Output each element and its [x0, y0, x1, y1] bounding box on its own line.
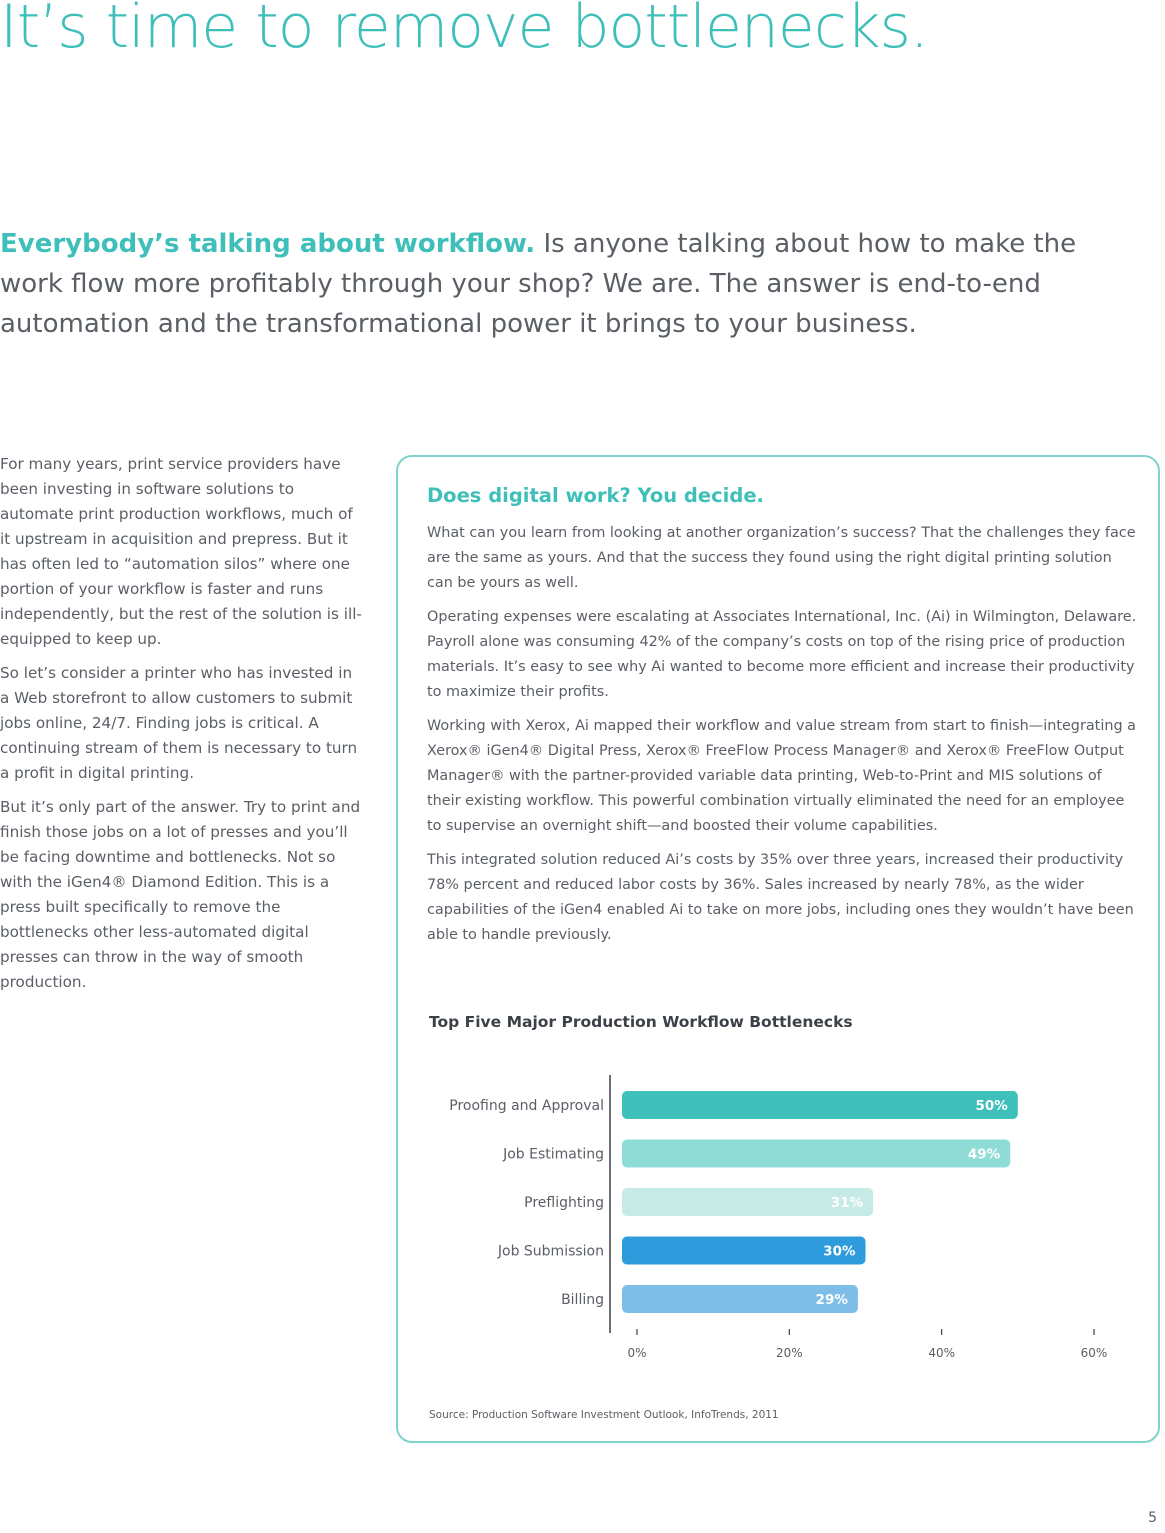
left-column — [0, 452, 366, 1004]
callout-paragraph-4: This integrated solution reduced Ai’s costs by 35% over three years, increased their productivity 78% percent and reduced labor costs by 36%. Sales increased by nearly 78%, as the wider capabilities of the iGen4 enabled Ai to take on more jobs, including ones they wouldn’t have been able to handle previously. — [427, 852, 1134, 943]
page-headline: It’s time to remove bottlenecks. — [0, 0, 928, 62]
chart-source: Source: Production Software Investment Outlook, InfoTrends, 2011 — [429, 1409, 779, 1421]
category-label: Job Estimating — [503, 1146, 604, 1163]
callout-paragraph-2: Operating expenses were escalating at Associates International, Inc. (Ai) in Wilmington, Delaware. Payroll alone was consuming 42% of the company’s costs on top of the rising price of production materials. It’s easy to see why Ai wanted to become more efficient and increase their productivity to maximize their profits. — [427, 609, 1137, 700]
bar — [622, 1140, 1010, 1168]
category-label: Billing — [561, 1292, 604, 1308]
x-tick-label: 0% — [627, 1346, 647, 1357]
callout-title: Does digital work? You decide. — [427, 484, 764, 507]
left-paragraph-2: So let’s consider a printer who has invested in a Web storefront to allow customers to submit jobs online, 24/7. Finding jobs is critical. A continuing stream of them is necessary to turn a profit in digital printing. — [0, 664, 358, 782]
category-label: Proofing and Approval — [449, 1098, 604, 1114]
bar-value-label: 31% — [830, 1195, 864, 1211]
bottlenecks-bar-chart — [398, 1057, 1138, 1357]
category-label: Preflighting — [524, 1195, 604, 1211]
bar — [622, 1091, 1018, 1119]
x-tick-label: 60% — [1080, 1346, 1108, 1357]
callout-paragraph-3: Working with Xerox, Ai mapped their workflow and value stream from start to finish—integrating a Xerox® iGen4® Digital Press, Xerox® FreeFlow Process Manager® and Xerox® FreeFlow Output Manager® with the partner-provided variable data printing, Web-to-Print and MIS solutions of their existing workflow. This powerful combination virtually eliminated the need for an employee to supervise an overnight shift—and boosted their volume capabilities. — [427, 718, 1136, 834]
intro-lead: Everybody’s talking about workflow. — [0, 229, 536, 259]
callout-body — [427, 521, 1139, 957]
callout-paragraph-1: What can you learn from looking at another organization’s success? That the challenges they face are the same as yours. And that the success they found using the right digital printing solution can be yours as well. — [427, 525, 1136, 591]
category-label: Job Submission — [497, 1243, 604, 1260]
bar-value-label: 50% — [975, 1098, 1008, 1114]
x-tick-label: 20% — [775, 1346, 803, 1357]
bar-value-label: 30% — [823, 1243, 856, 1260]
left-paragraph-3: But it’s only part of the answer. Try to print and finish those jobs on a lot of presses and you’ll be facing downtime and bottlenecks. Not so with the iGen4® Diamond Edition. This is a press built specifically to remove the bottlenecks other less-automated digital presses can throw in the way of smooth production. — [0, 798, 361, 991]
chart-title: Top Five Major Production Workflow Bottlenecks — [429, 1013, 853, 1031]
bar-value-label: 49% — [967, 1146, 1001, 1163]
case-study-callout — [396, 455, 1160, 1443]
left-paragraph-1: For many years, print service providers have been investing in software solutions to automate print production workflows, much of it upstream in acquisition and prepress. But it has often led to “automation silos” where one portion of your workflow is faster and runs independently, but the rest of the solution is ill-equipped to keep up. — [0, 455, 362, 648]
intro-paragraph — [0, 224, 1110, 344]
bar-value-label: 29% — [815, 1292, 848, 1308]
intro-text: Is anyone talking about how to make the work flow more profitably through your shop? We are. The answer is end-to-end automation and the transformational power it brings to your business. — [0, 229, 1077, 339]
page-number: 5 — [1148, 1510, 1157, 1526]
x-tick-label: 40% — [928, 1346, 956, 1357]
